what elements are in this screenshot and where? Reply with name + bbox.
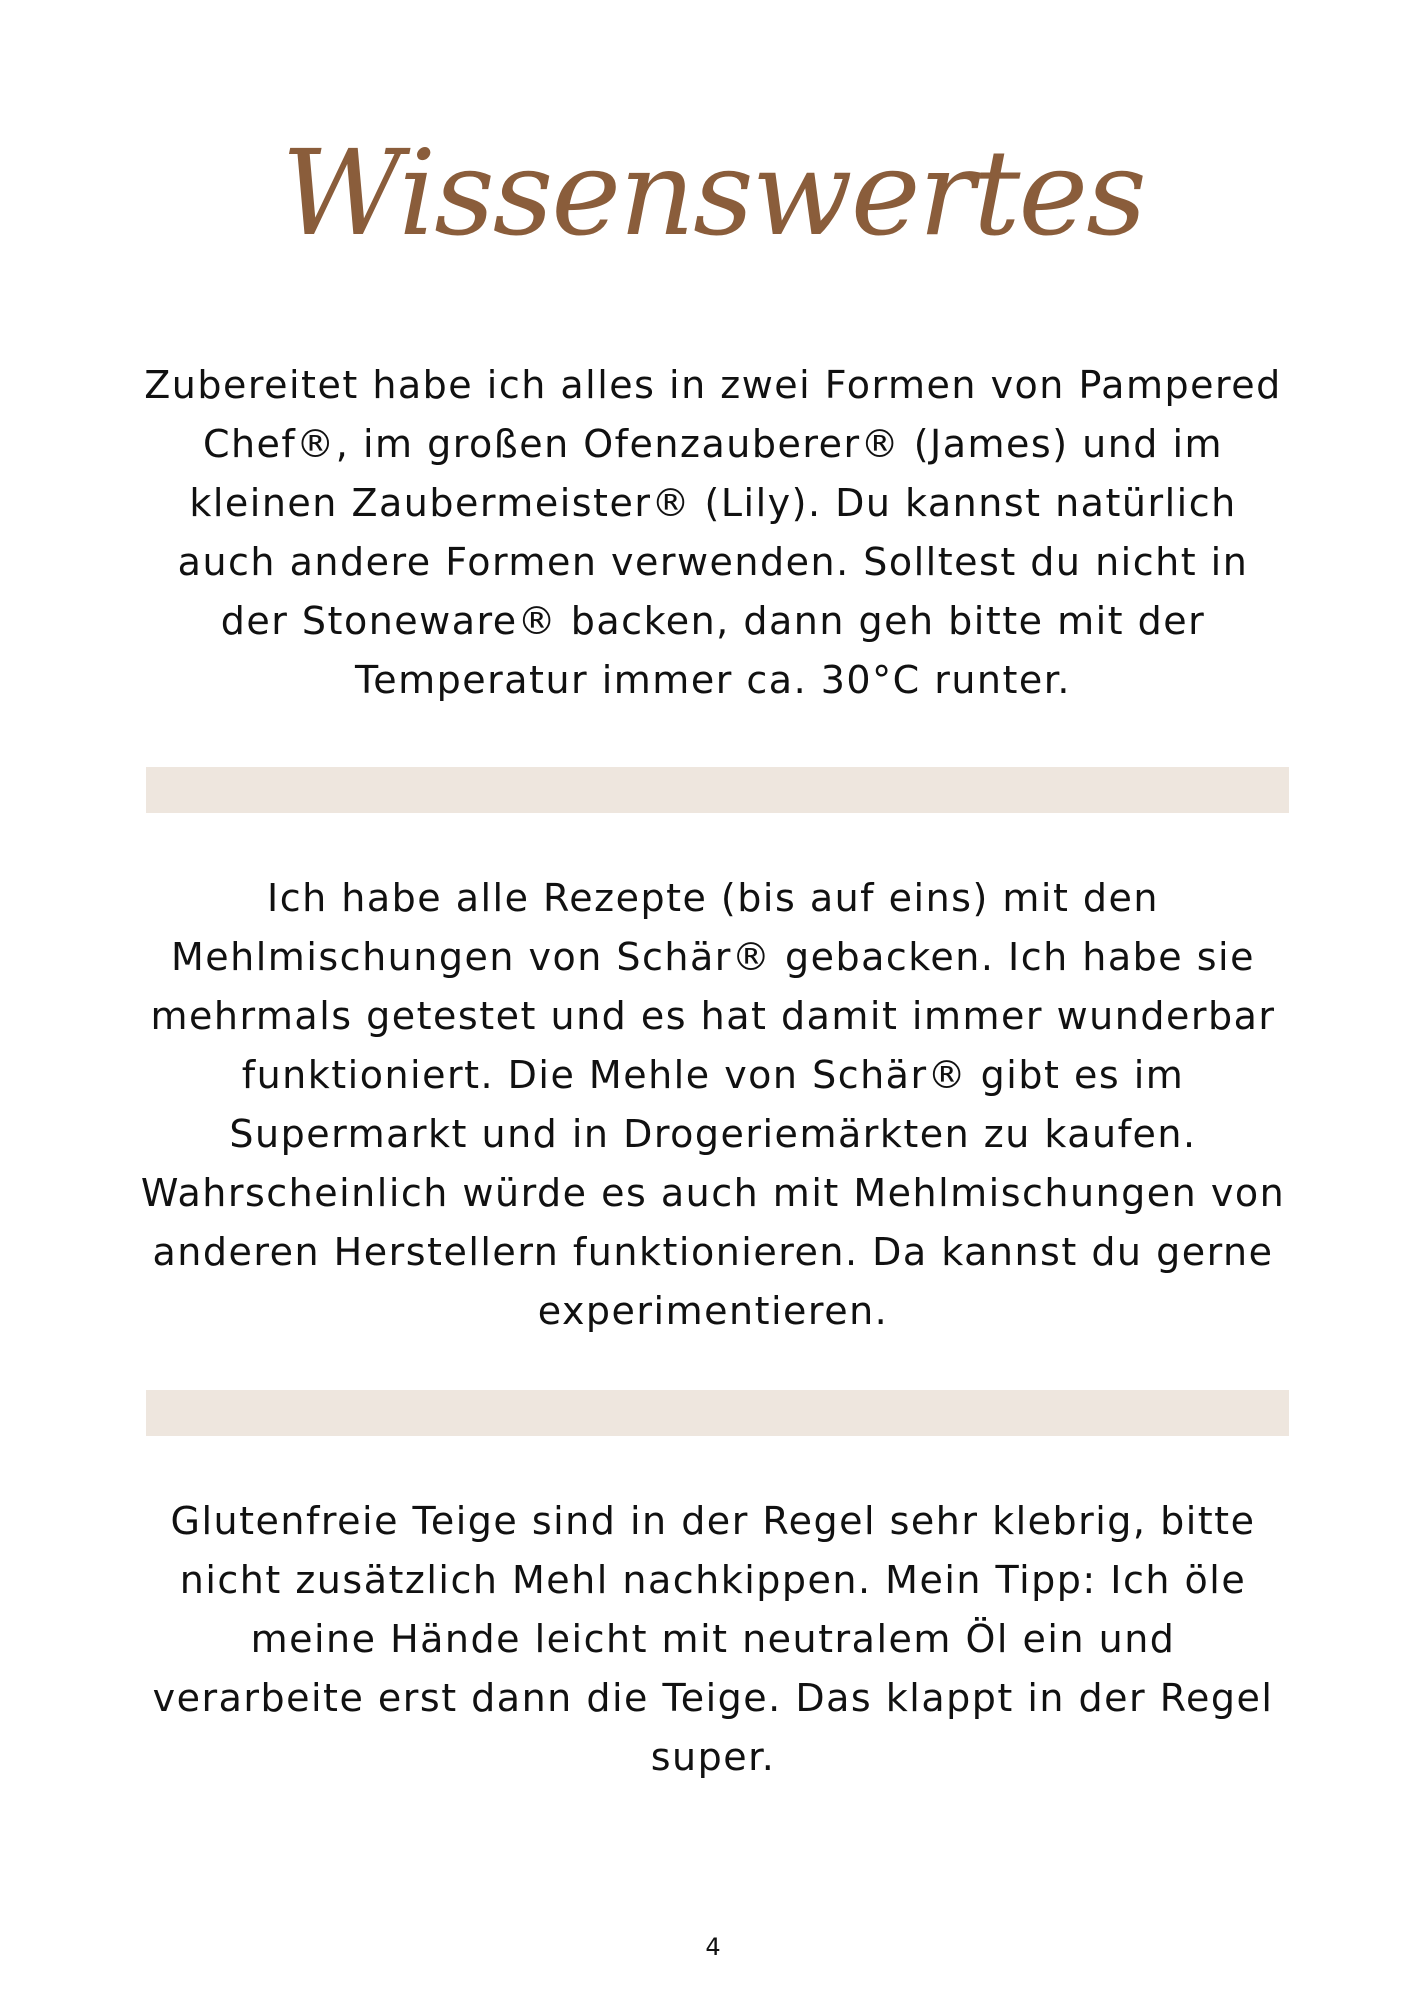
paragraph-dough-tip: Glutenfreie Teige sind in der Regel sehr klebrig, bitte nicht zusätzlich Mehl nachkippen. Mein Tipp: Ich öle meine Hände leicht mit neutralem Öl ein und verarbeite erst dann die Teige. Das klappt in der Regel super. [152, 1499, 1274, 1779]
section-divider [146, 767, 1289, 813]
page-number: 4 [705, 1933, 721, 1961]
paragraph-flour-mixes: Ich habe alle Rezepte (bis auf eins) mit den Mehlmischungen von Schär® gebacken. Ich habe sie mehrmals getestet und es hat damit immer wunderbar funktioniert. Die Mehle von Schär® gibt es im Supermarkt und in Drogeriemärkten zu kaufen. Wahrscheinlich würde es auch mit Mehlmischungen von anderen Herstellern funktionieren. Da kannst du gerne experimentieren. [140, 876, 1286, 1333]
page-title: Wissenswertes [281, 124, 1145, 262]
section-divider [146, 1390, 1289, 1436]
paragraph-forms: Zubereitet habe ich alles in zwei Formen von Pampered Chef®, im großen Ofenzauberer® (James) und im kleinen Zaubermeister® (Lily). Du kannst natürlich auch andere Formen verwenden. Solltest du nicht in der Stoneware® backen, dann geh bitte mit der Temperatur immer ca. 30°C runter. [144, 363, 1282, 702]
